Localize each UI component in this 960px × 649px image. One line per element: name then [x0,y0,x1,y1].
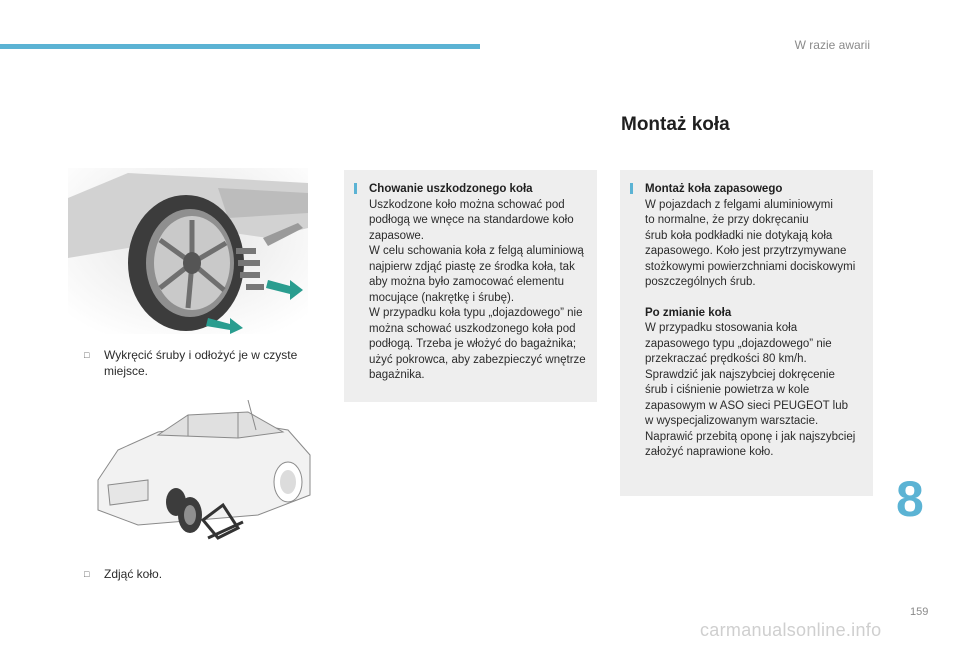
car-jack-illustration [78,400,318,550]
storage-info-box [344,170,597,402]
page-heading: Montaż koła [621,114,730,135]
section-label: W razie awarii [794,38,870,52]
instruction-unscrew-text: Wykręcić śruby i odłożyć je w czyste miejsce. [104,348,298,378]
box-accent-marker [630,183,633,194]
page-number: 159 [910,606,929,618]
square-bullet-icon: □ [84,569,90,579]
mount-info-box [620,170,873,496]
storage-box-title: Chowanie uszkodzonego koła [369,183,533,195]
instruction-remove [84,566,309,582]
after-change-title: Po zmianie koła [645,306,732,319]
chapter-number: 8 [896,471,924,527]
after-change-body: W przypadku stosowania koła zapasowego typu „dojazdowego” nie przekraczać prędkości 80 km/h. Sprawdzić jak najszybciej dokręcenie śrub i ciśnienie powietrza w kole zapasowym w ASO sieci PEUGEOT lub w wyspecjalizowanym warsztacie. Naprawić przebitą oponę i jak najszybciej założyć naprawione koło. [645,322,856,458]
wheel-removal-illustration [68,168,308,334]
square-bullet-icon: □ [84,350,90,360]
storage-box-body: Uszkodzone koło można schować pod podłogą we wnęce na standardowe koło zapasowe. W celu schowania koła z felgą aluminiową najpierw zdjąć piastę ze środka koła, tak aby można było zamocować elementu mocujące (nakrętkę i śrubę). W przypadku koła typu „dojazdowego” nie można schować uszkodzonego koła pod podłogą. Trzeba je włożyć do bagażnika; użyć pokrowca, aby zabezpieczyć wnętrze bagażnika. [369,198,586,381]
instruction-remove-text: Zdjąć koło. [104,567,163,581]
mount-box-body: W pojazdach z felgami aluminiowymi to normalne, że przy dokręcaniu śrub koła podkładki nie dotykają koła zapasowego. Koło jest przytrzymywane stożkowymi powierzchniami dociskowymi poszczególnych śrub. [645,198,856,288]
box-accent-marker [354,183,357,194]
header-accent-bar [0,44,480,49]
instruction-unscrew [84,347,309,379]
watermark: carmanualsonline.info [700,620,882,640]
mount-box-title: Montaż koła zapasowego [645,183,783,195]
